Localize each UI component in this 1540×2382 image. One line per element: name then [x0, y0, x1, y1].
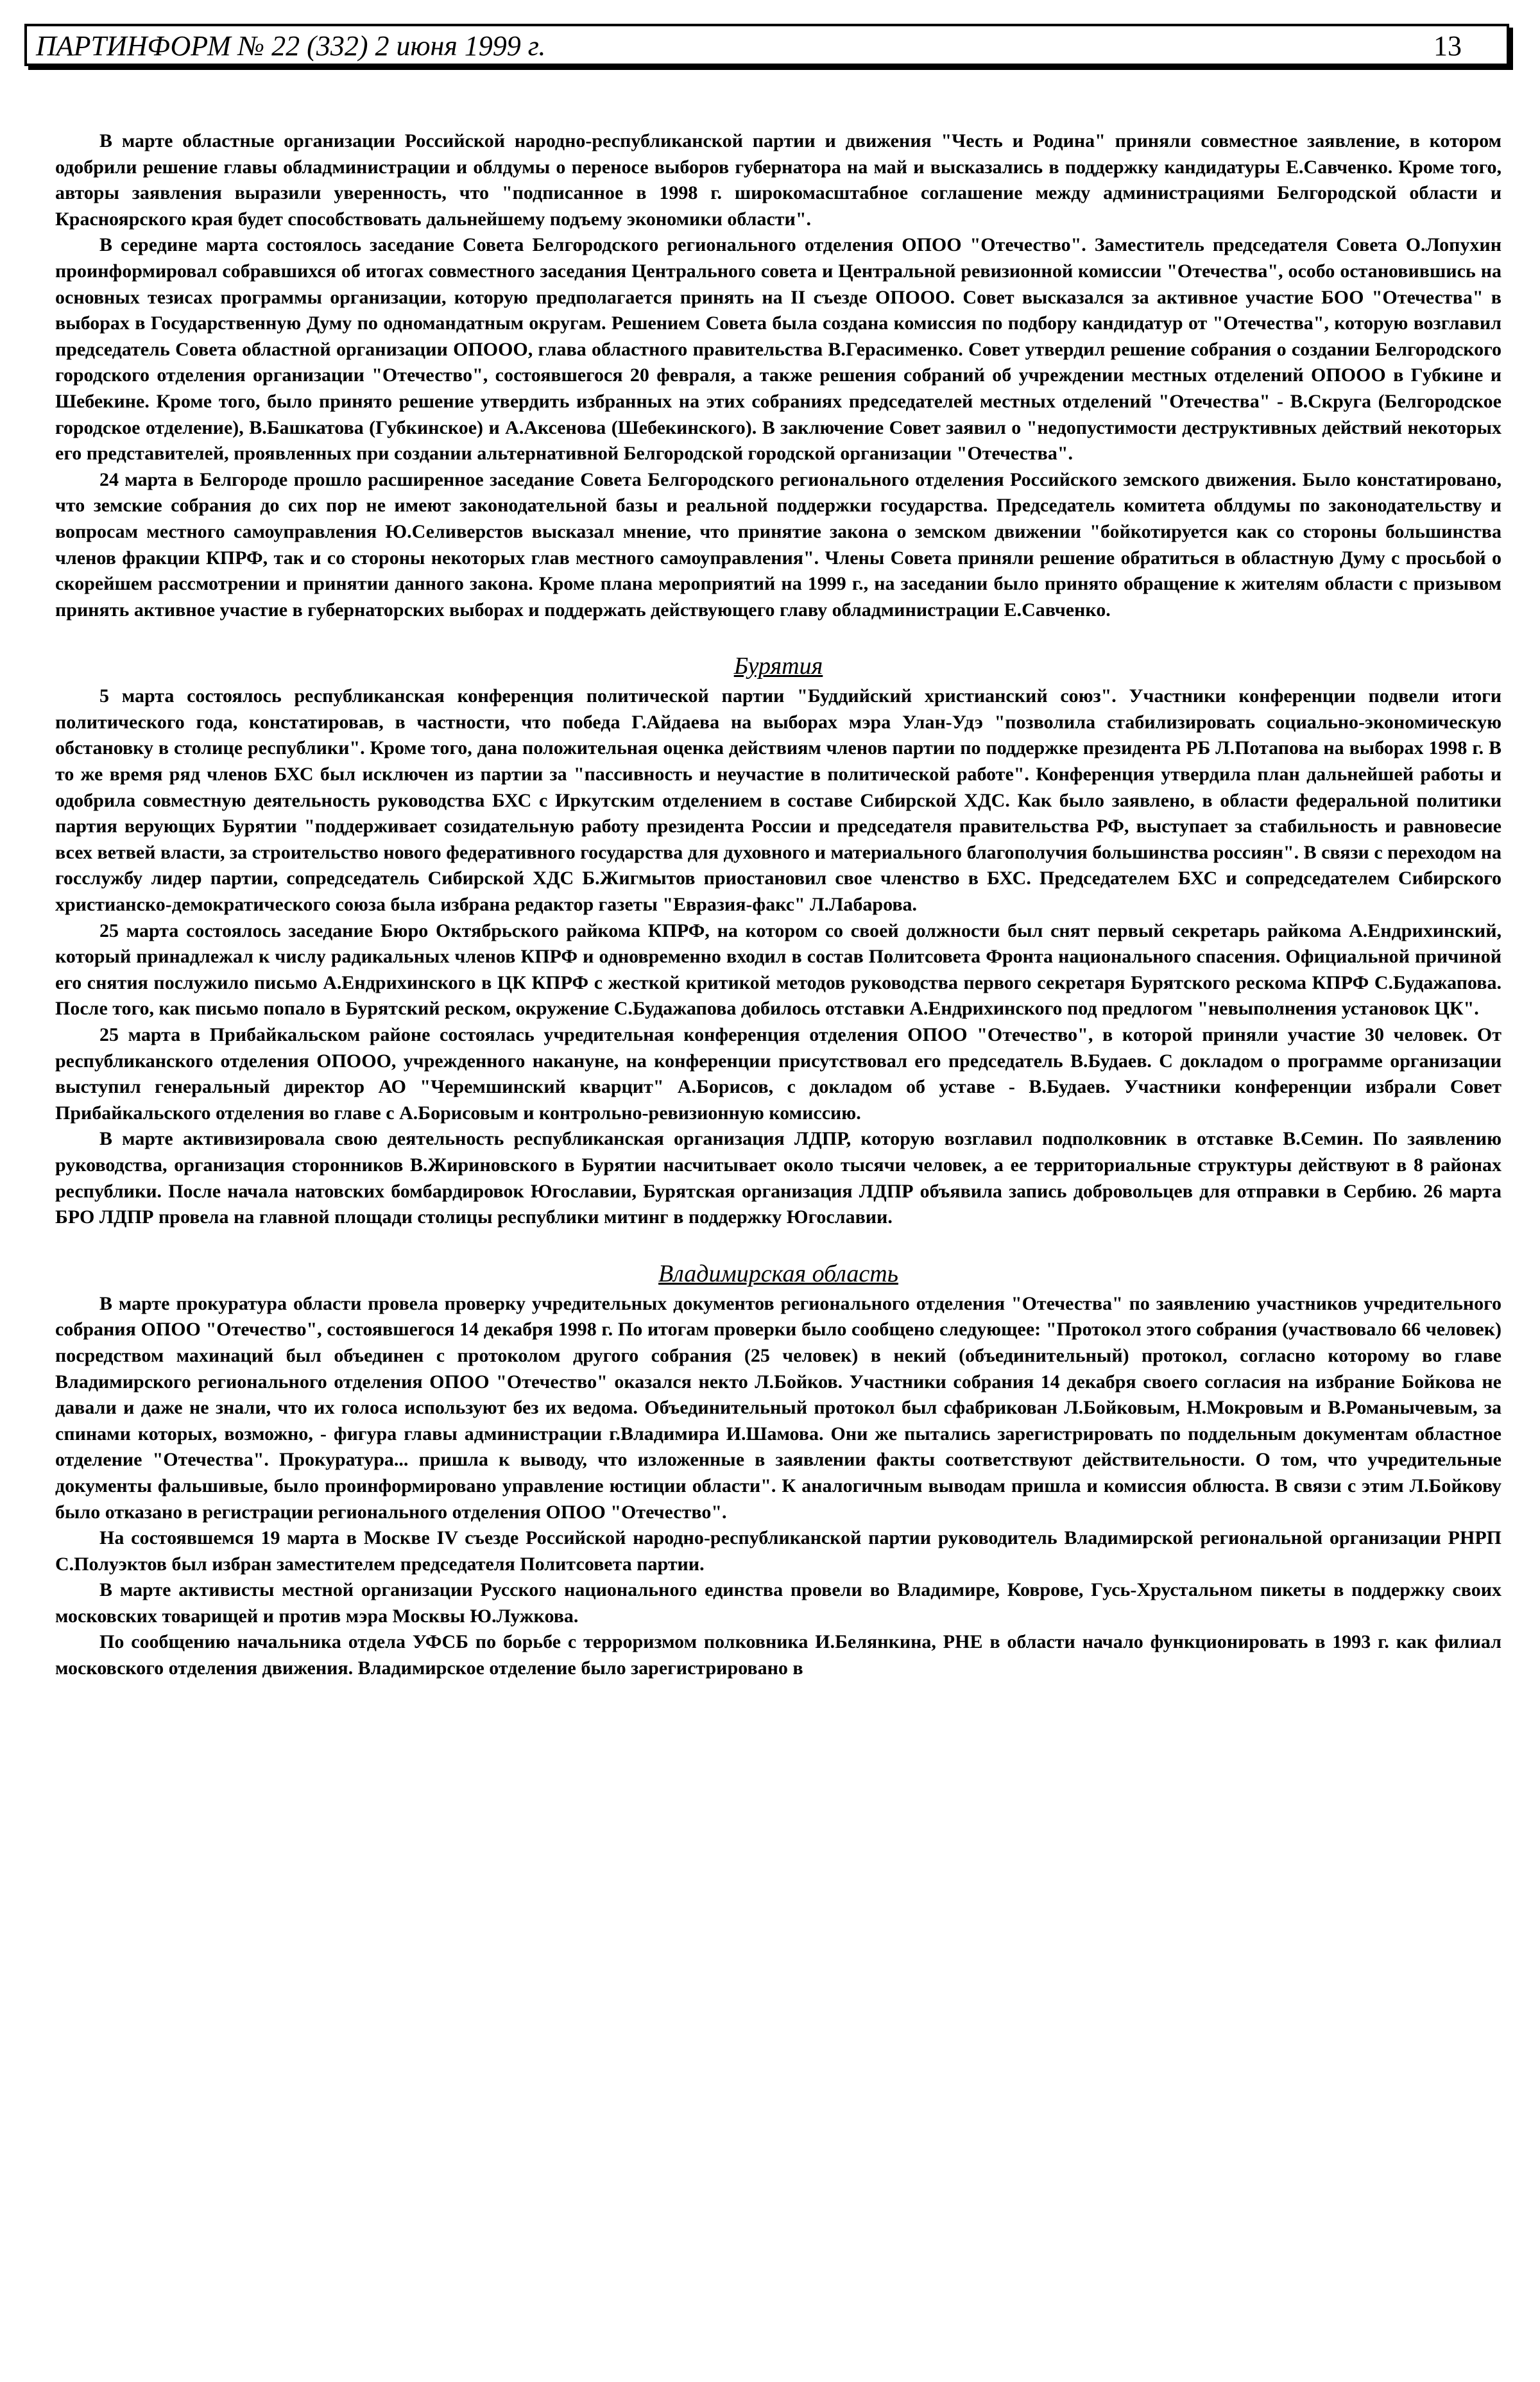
section-heading-buryatia: Бурятия [733, 653, 823, 680]
paragraph: 25 марта в Прибайкальском районе состоялась учредительная конференция отделения ОПОО "Отечество", в которой приняли участие 30 человек. От республиканского отделения ОПООО, учрежденного накануне, на конференции присутствовал его председатель В.Будаев. С докладом о программе организации выступил генеральный директор АО "Черемшинский кварцит" А.Борисов, с докладом об уставе - В.Будаев. Участники конференции избрали Совет Прибайкальского отделения во главе с А.Борисовым и контрольно-ревизионную комиссию. [55, 1024, 1502, 1124]
paragraph: В середине марта состоялось заседание Совета Белгородского регионального отделения ОПОО "Отечество". Заместитель председателя Совета О.Лопухин проинформировал собравшихся об итогах совместного заседания Центрального совета и Центральной ревизионной комиссии "Отечества", особо остановившись на основных тезисах программы организации, которую предполагается принять на II съезде ОПООО. Совет высказался за активное участие БОО "Отечества" в выборах в Государственную Думу по одномандатным округам. Решением Совета была создана комиссия по подбору кандидатур от "Отечества", которую возглавил председатель Совета областной организации ОПООО, глава областного правительства В.Герасименко. Совет утвердил решение собрания о создании Белгородского городского отделения организации "Отечество", состоявшегося 20 февраля, а также решения собраний об учреждении местных отделений ОПООО в Губкине и Шебекине. Кроме того, было принято решение утвердить избранных на этих собраниях председателей местных отделений "Отечества" - В.Скруга (Белгородское городское отделение), В.Башкатова (Губкинское) и А.Аксенова (Шебекинского). В заключение Совет заявил о "недопустимости деструктивных действий некоторых его представителей, проявленных при создании альтернативной Белгородской городской организации "Отечества". [55, 234, 1502, 465]
paragraph: В марте областные организации Российской народно-республиканской партии и движения "Честь и Родина" приняли совместное заявление, в котором одобрили решение главы обладминистрации и облдумы о переносе выборов губернатора на май и высказались в поддержку кандидатуры Е.Савченко. Кроме того, авторы заявления выразили уверенность, что "подписанное в 1998 г. широкомасштабное соглашение между администрациями Белгородской области и Красноярского края будет способствовать дальнейшему подъему экономики области". [55, 130, 1502, 230]
page-header [24, 24, 1509, 66]
paragraph: По сообщению начальника отдела УФСБ по борьбе с терроризмом полковника И.Белянкина, РНЕ в области начало функционировать в 1993 г. как филиал московского отделения движения. Владимирское отделение было зарегистрировано в [55, 1631, 1502, 1679]
paragraph: В марте активизировала свою деятельность республиканская организация ЛДПР, которую возглавил подполковник в отставке В.Семин. По заявлению руководства, организация сторонников В.Жириновского в Бурятии насчитывает около тысячи человек, а ее территориальные структуры действуют в 8 районах республики. После начала натовских бомбардировок Югославии, Бурятская организация ЛДПР объявила запись добровольцев для отправки в Сербию. 26 марта БРО ЛДПР провела на главной площади столицы республики митинг в поддержку Югославии. [55, 1128, 1502, 1228]
publication-title: ПАРТИНФОРМ № 22 (332) 2 июня 1999 г. [36, 30, 546, 62]
paragraph: 24 марта в Белгороде прошло расширенное заседание Совета Белгородского регионального отделения Российского земского движения. Было констатировано, что земские собрания до сих пор не имеют законодательной базы и реальной поддержки государства. Председатель комитета облдумы по законодательству и вопросам местного самоуправления Ю.Селиверстов высказал мнение, что принятие закона о земском движении "бойкотируется как со стороны большинства членов фракции КПРФ, так и со стороны некоторых глав местного самоуправления". Члены Совета приняли решение обратиться в областную Думу с просьбой о скорейшем рассмотрении и принятии данного закона. Кроме плана мероприятий на 1999 г., на заседании было принято обращение к жителям области с призывом принять активное участие в губернаторских выборах и поддержать действующего главу обладминистрации Е.Савченко. [55, 468, 1502, 621]
paragraph: 25 марта состоялось заседание Бюро Октябрьского райкома КПРФ, на котором со своей должности был снят первый секретарь райкома А.Ендрихинский, который принадлежал к числу радикальных членов КПРФ и одновременно входил в состав Политсовета Фронта национального спасения. Официальной причиной его снятия послужило письмо А.Ендрихинского в ЦК КПРФ с жесткой критикой методов руководства первого секретаря Бурятского рескома КПРФ С.Будажапова. После того, как письмо попало в Бурятский реском, окружение С.Будажапова добилось отставки А.Ендрихинского под предлогом "невыполнения установок ЦК". [55, 920, 1502, 1020]
article-body [55, 128, 1502, 2355]
paragraph: В марте активисты местной организации Русского национального единства провели во Владимире, Коврове, Гусь-Хрустальном пикеты в поддержку своих московских товарищей и против мэра Москвы Ю.Лужкова. [55, 1579, 1502, 1627]
section-heading-vladimir: Владимирская область [658, 1260, 898, 1287]
paragraph: На состоявшемся 19 марта в Москве IV съезде Российской народно-республиканской партии руководитель Владимирской региональной организации РНРП С.Полуэктов был избран заместителем председателя Политсовета партии. [55, 1527, 1502, 1575]
page-number: 13 [1433, 30, 1462, 62]
paragraph: В марте прокуратура области провела проверку учредительных документов регионального отделения "Отечества" по заявлению участников учредительного собрания ОПОО "Отечество", состоявшегося 14 декабря 1998 г. По итогам проверки было сообщено следующее: "Протокол этого собрания (участвовало 66 человек) посредством махинаций был объединен с протоколом другого собрания (25 человек) в некий (объединительный) протокол, согласно которому во главе Владимирского регионального отделения ОПОО "Отечество" оказался некто Л.Бойков. Участники собрания 14 декабря своего согласия на избрание Бойкова не давали и даже не знали, что их голоса используют без их ведома. Объединительный протокол был сфабрикован Л.Бойковым, Н.Мокровым и В.Романычевым, за спинами которых, возможно, - фигура главы администрации г.Владимира И.Шамова. Они же пытались зарегистрировать по поддельным документам областное отделение "Отечества". Прокуратура... пришла к выводу, что изложенные в заявлении факты соответствуют действительности. О том, что учредительные документы фальшивые, было проинформировано управление юстиции области". К аналогичным выводам пришла и комиссия облюста. В связи с этим Л.Бойкову было отказано в регистрации регионального отделения ОПОО "Отечество". [55, 1292, 1502, 1523]
paragraph: 5 марта состоялось республиканская конференция политической партии "Буддийский христианский союз". Участники конференции подвели итоги политического года, констатировав, в частности, что победа Г.Айдаева на выборах мэра Улан-Удэ "позволила стабилизировать социально-экономическую обстановку в столице республики". Кроме того, дана положительная оценка действиям членов партии по поддержке президента РБ Л.Потапова на выборах 1998 г. В то же время ряд членов БХС был исключен из партии за "пассивность и неучастие в политической работе". Конференция утвердила план дальнейшей работы и одобрила совместную деятельность руководства БХС с Иркутским отделением в составе Сибирской ХДС. Как было заявлено, в области федеральной политики партия верующих Бурятии "поддерживает созидательную работу президента России и председателя правительства РФ, выступает за стабильность и равновесие всех ветвей власти, за строительство нового федеративного государства для духовного и материального благополучия большинства россиян". В связи с переходом на госслужбу лидер партии, сопредседатель Сибирской ХДС Б.Жигмытов приостановил свое членство в БХС. Председателем БХС и сопредседателем Сибирского христианско-демократического союза была избрана редактор газеты "Евразия-факс" Л.Лабарова. [55, 685, 1502, 916]
